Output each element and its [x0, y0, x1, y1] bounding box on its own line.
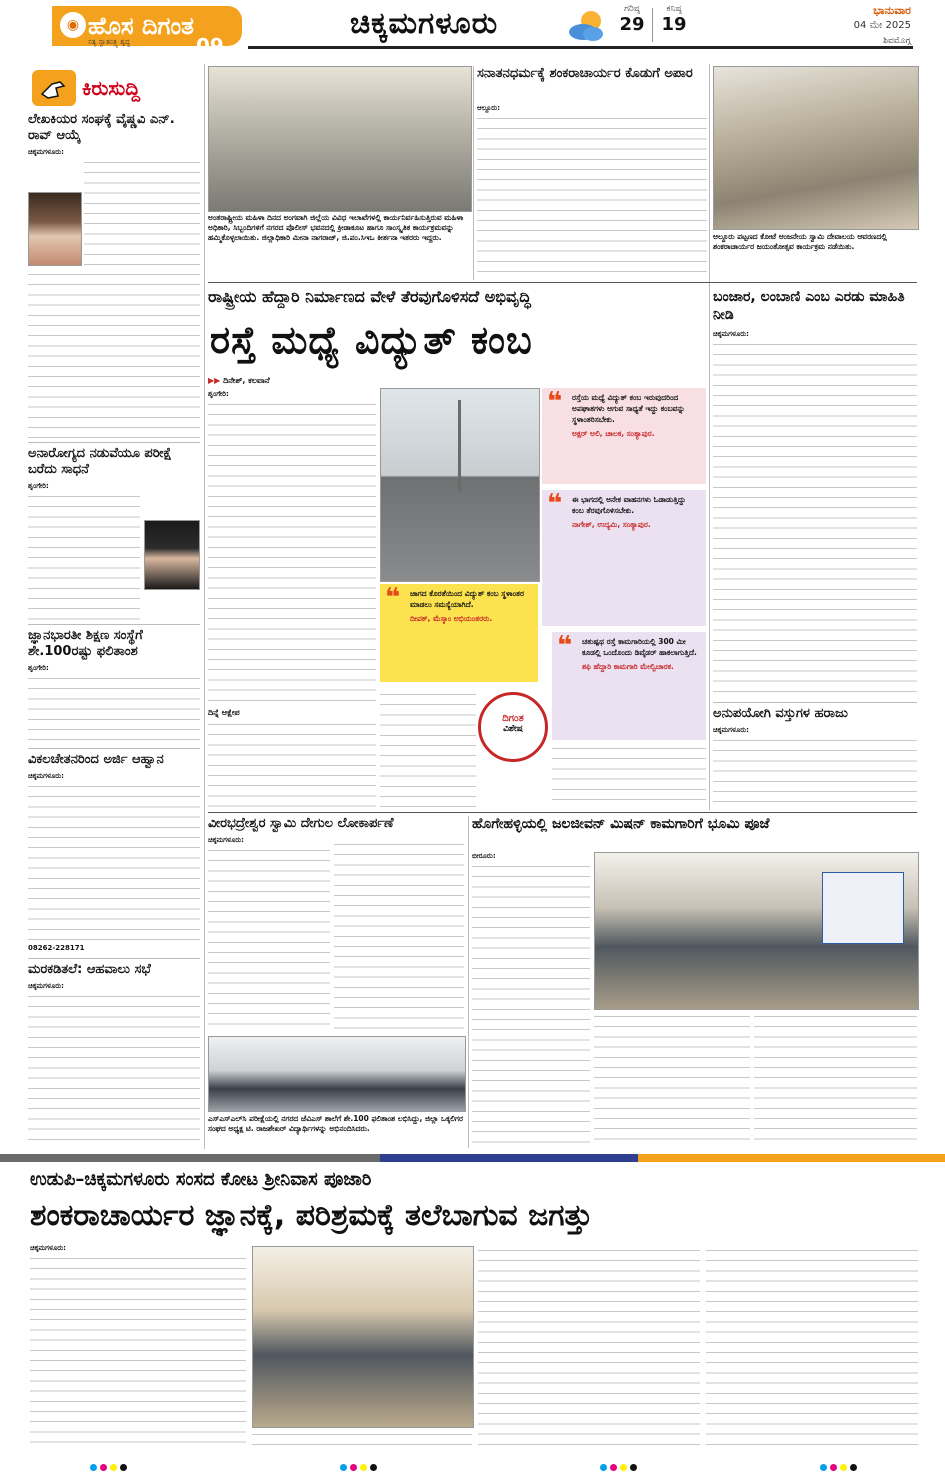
- story-title: ಲೇಖಕಿಯರ ಸಂಘಕ್ಕೆ ವೈಷ್ಣವಿ ಎನ್. ರಾವ್ ಆಯ್ಕೆ: [28, 112, 175, 143]
- byline-arrow-icon: ▶▶: [208, 376, 221, 385]
- lead-headline: ರಸ್ತೆ ಮಧ್ಯೆ ವಿದ್ಯುತ್ ಕಂಬ: [210, 318, 533, 362]
- separator-stripe: [380, 1154, 638, 1162]
- person-photo: [28, 192, 82, 266]
- story-body: [713, 340, 917, 698]
- byline-name: ದಿನೇಶ್, ಕಲವಾನೆ: [223, 376, 270, 385]
- max-temperature: [614, 4, 650, 35]
- story-dateline: ಚಿಕ್ಕಮಗಳೂರು:: [713, 330, 749, 338]
- story-body: [478, 1246, 700, 1452]
- quote-mark-icon: ❝: [547, 387, 563, 417]
- page-number: 09: [196, 34, 224, 58]
- print-registration-marks: [90, 1456, 127, 1475]
- story-title: ವಿಕಲಚೇತನರಿಂದ ಅರ್ಜಿ ಆಹ್ವಾನ: [28, 752, 164, 767]
- story-body: [28, 270, 200, 438]
- divider: [713, 702, 917, 703]
- story-body: [477, 114, 707, 280]
- story-dateline: ಚಿಕ್ಕಮಗಳೂರು:: [28, 148, 64, 156]
- digantha-vishesha-badge: [478, 692, 548, 762]
- max-temp-value: 29: [619, 14, 645, 35]
- divider: [28, 958, 200, 959]
- divider: [28, 442, 200, 443]
- kirusuddi-label-a: ಕಿರು: [82, 76, 109, 100]
- masthead-rule: [248, 46, 913, 49]
- bottom-headline: ಶಂಕರಾಚಾರ್ಯರ ಜ್ಞಾನಕ್ಕೆ, ಪರಿಶ್ರಮಕ್ಕೆ ತಲೆಬಾಗುವ ಜಗತ್ತು: [30, 1198, 593, 1233]
- brand-tagline: ಸತ್ಯ ಸ್ವಾತಂತ್ರ್ಯ ಶೃದ್ಧ: [88, 38, 131, 46]
- column-separator: [468, 816, 469, 1148]
- edition-place: ಶಿವಮೊಗ್ಗ: [883, 36, 911, 46]
- bottom-kicker: ಉಡುಪಿ–ಚಿಕ್ಕಮಗಳೂರು ಸಂಸದ ಕೋಟ ಶ್ರೀನಿವಾಸ ಪೂಜಾರಿ: [30, 1169, 372, 1190]
- issue-day: ಭಾನುವಾರ: [873, 4, 911, 17]
- quote-source: ದೀಪಕ್, ಮೆಸ್ಕಾಂ ಅಭಿಯಂತರರು.: [410, 614, 493, 623]
- quote-text: ಈ ಭಾಗದಲ್ಲಿ ಅನೇಕ ವಾಹನಗಳು ಓಡಾಡುತ್ತಿದ್ದು ಕಂಬ ತೆರವುಗೊಳಿಸಬೇಕು.: [572, 495, 686, 515]
- story-body: [208, 400, 376, 706]
- quote-text: ಚತುಷ್ಪಥ ರಸ್ತೆ ಕಾಮಗಾರಿಯಲ್ಲಿ 300 ಮೀ ಕೂಡಲ್ಲಿ ಒಂದೊಂದು ಡಿವೈಡರ್ ಹಾಕಲಾಗುತ್ತಿದೆ.: [582, 637, 697, 657]
- story-title: ಬಂಜಾರ, ಲಂಬಾಣಿ ಎಂಬ ಎರಡು ಮಾಹಿತಿ ನೀಡಿ: [713, 289, 905, 323]
- divider: [208, 812, 917, 813]
- story-dateline: ಬೀರೂರು:: [472, 852, 496, 860]
- story-dateline: ಶೃಂಗೇರಿ:: [28, 482, 49, 490]
- quote-mark-icon: ❝: [557, 631, 573, 661]
- womens-day-photo: [208, 66, 472, 212]
- story-dateline: ಚಿಕ್ಕಮಗಳೂರು:: [208, 836, 244, 844]
- quote-source: ಅಕ್ಷರ್ ಅಲಿ, ಚಾಲಕ, ಸಂತ್ಯಾಪುರ.: [572, 429, 655, 438]
- story-dateline: ಚಿಕ್ಕಮಗಳೂರು:: [30, 1244, 66, 1252]
- print-registration-marks: [820, 1456, 857, 1475]
- photo-caption: ಆಲ್ದೂರು ಪಟ್ಟಣದ ಕೋಟೆ ಆಂಜನೇಯ ಸ್ವಾಮಿ ದೇವಾಲಯ ಆವರಣದಲ್ಲಿ ಶಂಕರಾಚಾರ್ಯರ ಜಯಂತೋತ್ಸವ ಕಾರ್ಯಕ್ರಮ ನಡೆಯಿತು.: [713, 232, 887, 251]
- quote-source: ನಾಗೇಶ್, ಉದ್ಯಮಿ, ಸಂತ್ಯಾಪುರ.: [572, 520, 651, 529]
- story-body: [28, 992, 200, 1142]
- badge-line-b: ವಿಶೇಷ: [503, 724, 523, 734]
- banner-in-photo: [822, 872, 904, 944]
- brand-name: ಹೊಸ ದಿಗಂತ: [88, 12, 194, 40]
- story-dateline: ಚಿಕ್ಕಮಗಳೂರು:: [28, 772, 64, 780]
- separator-stripe: [0, 1154, 380, 1162]
- quote-box: [380, 584, 538, 682]
- student-photo: [144, 520, 200, 590]
- story-dateline: ಚಿಕ್ಕಮಗಳೂರು:: [713, 726, 749, 734]
- story-body: [334, 840, 464, 1032]
- school-students-photo: [208, 1036, 466, 1112]
- electric-pole-icon: [458, 400, 461, 492]
- print-registration-marks: [340, 1456, 377, 1475]
- story-dateline: ಆಲ್ದೂರು:: [477, 104, 500, 112]
- story-body: [84, 158, 200, 268]
- column-separator: [204, 64, 205, 1149]
- story-title: ಜ್ಞಾನಭಾರತೀ ಶಿಕ್ಷಣ ಸಂಸ್ಥೆಗೆ ಶೇ.100ರಷ್ಟು ಫಲಿತಾಂಶ: [28, 628, 143, 659]
- story-body: [706, 1246, 918, 1452]
- story-body: [28, 674, 200, 746]
- story-body: [28, 492, 140, 622]
- divider: [208, 282, 917, 283]
- story-title: ವೀರಭದ್ರೇಶ್ವರ ಸ್ವಾಮಿ ದೇಗುಲ ಲೋಕಾರ್ಪಣೆ: [208, 816, 394, 831]
- photo-caption: ಎಸ್‌ಎಸ್‌ಎಲ್‌ಸಿ ಪರೀಕ್ಷೆಯಲ್ಲಿ ನಗರದ ಜೆವಿಎಸ್ ಶಾಲೆಗೆ ಶೇ.100 ಫಲಿತಾಂಶ ಲಭಿಸಿದ್ದು, ಜಿಲ್ಲಾ ಒಕ್ಕಲಿಗರ ಸಂಘದ ಅಧ್ಯಕ್ಷ ಟಿ. ರಾಜಶೇಖರ್ ವಿದ್ಯಾರ್ಥಿಗಳನ್ನು ಅಭಿನಂದಿಸಿದರು.: [208, 1114, 463, 1133]
- story-body: [754, 1012, 917, 1148]
- story-subhead: ದಿನ್ನೆ ಆಕ್ಷೇಪ: [208, 708, 240, 717]
- story-body: [380, 690, 476, 808]
- kirusuddi-heading: [82, 76, 140, 100]
- weather-sun-cloud-icon: [565, 8, 609, 44]
- city-title: ಚಿಕ್ಕಮಗಳೂರು: [350, 6, 499, 41]
- quote-text: ಜಾಗದ ಕೊರತೆಯಿಂದ ವಿದ್ಯುತ್ ಕಂಬ ಸ್ಥಳಾಂತರ ಮಾಡಲು ಸಮಸ್ಯೆಯಾಗಿದೆ.: [410, 589, 524, 609]
- story-title: ಅನುಪಯೋಗಿ ವಸ್ತುಗಳ ಹರಾಜು: [713, 706, 848, 721]
- brand-emblem-icon: ◉: [60, 12, 86, 38]
- min-temp-label: ಕನಿಷ್ಠ: [666, 4, 682, 14]
- story-body: [252, 1430, 472, 1454]
- story-body: [594, 1012, 750, 1148]
- story-body: [30, 1254, 246, 1450]
- story-body: [208, 846, 330, 1032]
- quote-text: ರಸ್ತೆಯ ಮಧ್ಯೆ ವಿದ್ಯುತ್ ಕಂಬ ಇರುವುದರಿಂದ ಅಪಘಾತಗಳು ಆಗುವ ಸಾಧ್ಯತೆ ಇದ್ದು ಕಂಬವನ್ನು ಸ್ಥಳಾಂತರಿಸಬೇಕು.: [572, 393, 685, 424]
- story-title: ಹೊಗೇಹಳ್ಳಿಯಲ್ಲಿ ಜಲಜೀವನ್ ಮಿಷನ್ ಕಾಮಗಾರಿಗೆ ಭೂಮಿ ಪೂಜೆ: [472, 816, 770, 832]
- story-dateline: ಶೃಂಗೇರಿ:: [28, 664, 49, 672]
- lead-byline: [208, 376, 376, 386]
- quote-mark-icon: ❝: [385, 583, 401, 613]
- story-title: ಅನಾರೋಗ್ಯದ ನಡುವೆಯೂ ಪರೀಕ್ಷೆ ಬರೆದು ಸಾಧನೆ: [28, 446, 172, 477]
- story-body: [472, 862, 590, 1148]
- photo-caption: ಅಂತರಾಷ್ಟ್ರೀಯ ಮಹಿಳಾ ದಿನದ ಅಂಗವಾಗಿ ಜಿಲ್ಲೆಯ ವಿವಿಧ ಇಲಾಖೆಗಳಲ್ಲಿ ಕಾರ್ಯನಿರ್ವಹಿಸುತ್ತಿರುವ ಮಹಿಳಾ ಅಧಿಕಾರಿ, ಸಿಬ್ಬಂದಿಗಳಿಗೆ ನಗರದ ಪೊಲೀಸ್ ಭವನದಲ್ಲಿ ಕ್ರೀಡಾಕೂಟ ಹಾಗೂ ಸಾಂಸ್ಕೃತಿಕ ಕಾರ್ಯಕ್ರಮವನ್ನು ಹಮ್ಮಿಕೊಳ್ಳಲಾಯಿತು. ಜಿಲ್ಲಾಧಿಕಾರಿ ಮೀನಾ ನಾಗರಾಜ್, ಜಿ.ಪಂ.ಸಿಇಒ ಕೀರ್ತನಾ ಇತರರು ಇದ್ದರು.: [208, 213, 464, 242]
- quote-source: ಶಫಿ ಹೆದ್ದಾರಿ ಕಾಮಗಾರಿ ಮೇಲ್ವಿಚಾರಕ.: [582, 662, 674, 671]
- quote-box: [542, 490, 706, 626]
- separator-stripe: [638, 1154, 945, 1162]
- story-body: [552, 744, 706, 808]
- quote-mark-icon: ❝: [547, 489, 563, 519]
- temp-divider: [652, 8, 653, 42]
- column-separator: [709, 64, 710, 810]
- pointing-hand-icon: [38, 74, 70, 102]
- story-dateline: ಶೃಂಗೇರಿ:: [208, 390, 229, 398]
- lead-kicker: ರಾಷ್ಟ್ರೀಯ ಹೆದ್ದಾರಿ ನಿರ್ಮಾಣದ ವೇಳೆ ತೆರವುಗೊಳಿಸದೆ ಅಭಿವೃದ್ಧಿ: [208, 287, 531, 306]
- column-separator: [473, 66, 474, 280]
- badge-line-a: ದಿಗಂತ: [502, 713, 524, 724]
- quote-box: [552, 632, 706, 740]
- issue-date: 04 ಮೇ 2025: [853, 20, 911, 31]
- min-temperature: [656, 4, 692, 35]
- max-temp-label: ಗರಿಷ್ಠ: [624, 4, 640, 14]
- story-body: [713, 736, 917, 808]
- story-body: [28, 782, 200, 942]
- print-registration-marks: [600, 1456, 637, 1475]
- story-body: [208, 720, 376, 808]
- kirusuddi-label-b: ಸುದ್ದಿ: [108, 76, 141, 100]
- shankaracharya-event-photo: [713, 66, 919, 230]
- divider: [28, 624, 200, 625]
- story-title: ಮರಕಡಿತಲೆ: ಆಹವಾಲು ಸಭೆ: [28, 962, 151, 977]
- story-title: ಸನಾತನಧರ್ಮಕ್ಕೆ ಶಂಕರಾಚಾರ್ಯರ ಕೊಡುಗೆ ಅಪಾರ: [477, 66, 693, 81]
- quote-box: [542, 388, 706, 484]
- sansad-event-photo: [252, 1246, 474, 1428]
- divider: [28, 748, 200, 749]
- masthead: [0, 0, 945, 60]
- min-temp-value: 19: [661, 14, 687, 35]
- story-dateline: ಚಿಕ್ಕಮಗಳೂರು:: [28, 982, 64, 990]
- contact-phone: 08262-228171: [28, 944, 85, 952]
